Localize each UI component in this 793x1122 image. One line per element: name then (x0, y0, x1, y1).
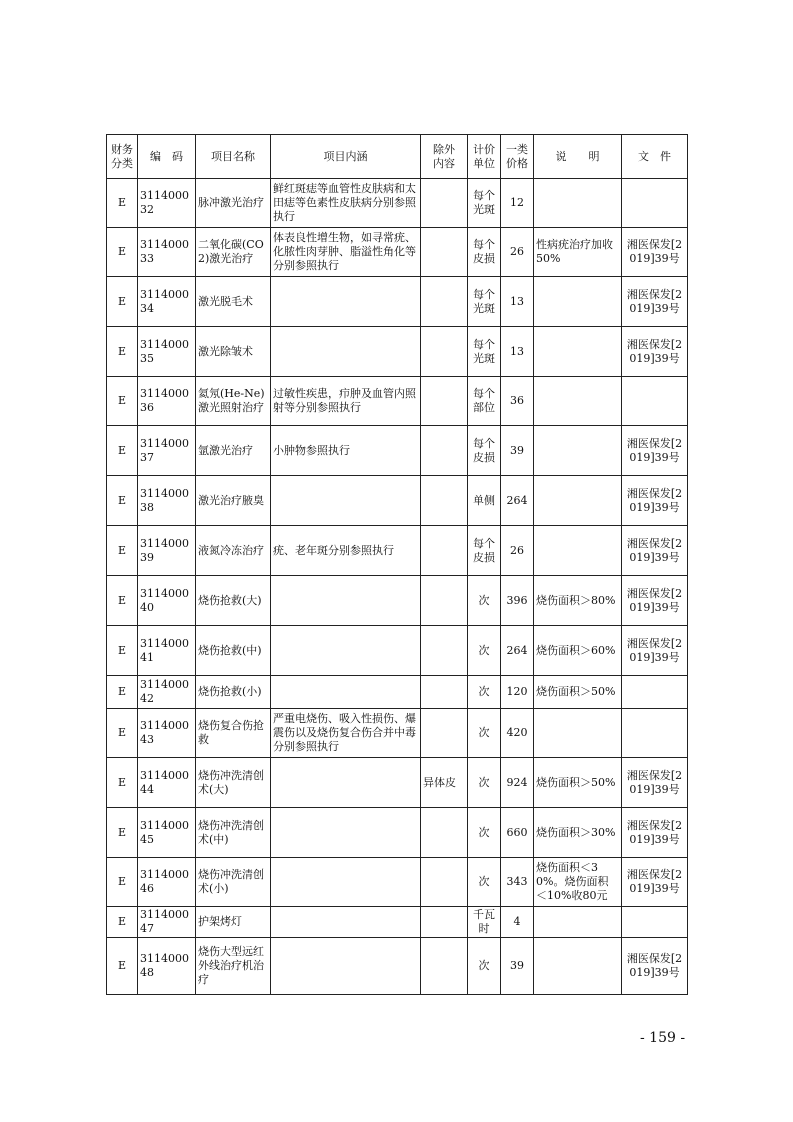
item-name-cell: 氩激光治疗 (196, 426, 271, 476)
excluded-content-cell (421, 858, 468, 907)
document-cell (622, 676, 688, 709)
table-row (107, 676, 688, 709)
financial-category-cell: E (107, 938, 138, 995)
document-cell (622, 179, 688, 228)
pricing-unit-cell: 每个光斑 (468, 277, 501, 327)
item-name-cell: 氦氖(He-Ne)激光照射治疗 (196, 377, 271, 426)
item-content-cell (271, 907, 421, 938)
code-cell: 311400037 (138, 426, 196, 476)
document-cell: 湘医保发[2019]39号 (622, 858, 688, 907)
price-cell: 13 (501, 277, 534, 327)
document-cell: 湘医保发[2019]39号 (622, 576, 688, 626)
notes-cell: 烧伤面积＞50% (534, 676, 622, 709)
excluded-content-cell (421, 327, 468, 377)
table-row (107, 808, 688, 858)
table-row (107, 476, 688, 526)
item-content-cell: 体表良性增生物，如寻常疣、化脓性肉芽肿、脂溢性角化等分别参照执行 (271, 228, 421, 277)
financial-category-cell: E (107, 907, 138, 938)
item-name-cell: 烧伤复合伤抢救 (196, 709, 271, 758)
item-content-cell: 过敏性疾患，疖肿及血管内照射等分别参照执行 (271, 377, 421, 426)
table-row (107, 758, 688, 808)
code-cell: 311400035 (138, 327, 196, 377)
document-cell: 湘医保发[2019]39号 (622, 808, 688, 858)
pricing-unit-cell: 每个皮损 (468, 426, 501, 476)
financial-category-cell: E (107, 426, 138, 476)
document-cell: 湘医保发[2019]39号 (622, 327, 688, 377)
notes-cell (534, 526, 622, 576)
item-name-cell: 烧伤大型远红外线治疗机治疗 (196, 938, 271, 995)
code-cell: 311400048 (138, 938, 196, 995)
code-cell: 311400039 (138, 526, 196, 576)
table-header-row (107, 135, 688, 179)
notes-cell: 烧伤面积＜30%。烧伤面积＜10%收80元 (534, 858, 622, 907)
notes-cell (534, 179, 622, 228)
item-content-cell: 鲜红斑痣等血管性皮肤病和太田痣等色素性皮肤病分别参照执行 (271, 179, 421, 228)
table-row (107, 426, 688, 476)
item-name-cell: 烧伤冲洗清创术(小) (196, 858, 271, 907)
table-row (107, 179, 688, 228)
header-code: 编 码 (138, 135, 196, 179)
code-cell: 311400036 (138, 377, 196, 426)
table-row (107, 277, 688, 327)
page-number: - 159 - (640, 1030, 686, 1046)
item-content-cell (271, 277, 421, 327)
item-name-cell: 二氧化碳(CO2)激光治疗 (196, 228, 271, 277)
item-content-cell (271, 626, 421, 676)
item-name-cell: 烧伤抢救(中) (196, 626, 271, 676)
price-cell: 420 (501, 709, 534, 758)
document-cell: 湘医保发[2019]39号 (622, 426, 688, 476)
item-name-cell: 护架烤灯 (196, 907, 271, 938)
price-cell: 396 (501, 576, 534, 626)
price-cell: 120 (501, 676, 534, 709)
code-cell: 311400041 (138, 626, 196, 676)
header-document: 文 件 (622, 135, 688, 179)
financial-category-cell: E (107, 327, 138, 377)
excluded-content-cell (421, 377, 468, 426)
item-content-cell (271, 758, 421, 808)
financial-category-cell: E (107, 758, 138, 808)
financial-category-cell: E (107, 709, 138, 758)
document-cell: 湘医保发[2019]39号 (622, 228, 688, 277)
item-name-cell: 激光除皱术 (196, 327, 271, 377)
notes-cell: 烧伤面积＞80% (534, 576, 622, 626)
excluded-content-cell (421, 277, 468, 327)
document-cell: 湘医保发[2019]39号 (622, 277, 688, 327)
financial-category-cell: E (107, 277, 138, 327)
item-content-cell (271, 676, 421, 709)
table-row (107, 709, 688, 758)
table-row (107, 858, 688, 907)
notes-cell: 性病疣治疗加收50% (534, 228, 622, 277)
price-cell: 39 (501, 938, 534, 995)
price-cell: 4 (501, 907, 534, 938)
table-row (107, 526, 688, 576)
pricing-unit-cell: 每个光斑 (468, 179, 501, 228)
header-item-name: 项目名称 (196, 135, 271, 179)
item-content-cell (271, 938, 421, 995)
table-row (107, 907, 688, 938)
pricing-unit-cell: 次 (468, 808, 501, 858)
header-excluded-content: 除外 内容 (421, 135, 468, 179)
code-cell: 311400047 (138, 907, 196, 938)
document-cell (622, 377, 688, 426)
item-content-cell: 严重电烧伤、吸入性损伤、爆震伤以及烧伤复合伤合并中毒分别参照执行 (271, 709, 421, 758)
pricing-unit-cell: 次 (468, 626, 501, 676)
pricing-unit-cell: 每个皮损 (468, 526, 501, 576)
pricing-unit-cell: 次 (468, 758, 501, 808)
table-row (107, 228, 688, 277)
header-item-content: 项目内涵 (271, 135, 421, 179)
code-cell: 311400046 (138, 858, 196, 907)
price-cell: 13 (501, 327, 534, 377)
excluded-content-cell: 异体皮 (421, 758, 468, 808)
excluded-content-cell (421, 676, 468, 709)
pricing-unit-cell: 次 (468, 676, 501, 709)
code-cell: 311400038 (138, 476, 196, 526)
price-cell: 39 (501, 426, 534, 476)
financial-category-cell: E (107, 676, 138, 709)
item-content-cell: 小肿物参照执行 (271, 426, 421, 476)
pricing-unit-cell: 次 (468, 938, 501, 995)
code-cell: 311400045 (138, 808, 196, 858)
table-row (107, 327, 688, 377)
financial-category-cell: E (107, 377, 138, 426)
price-cell: 12 (501, 179, 534, 228)
item-name-cell: 烧伤冲洗清创术(中) (196, 808, 271, 858)
pricing-unit-cell: 次 (468, 709, 501, 758)
excluded-content-cell (421, 907, 468, 938)
notes-cell (534, 327, 622, 377)
pricing-unit-cell: 每个光斑 (468, 327, 501, 377)
financial-category-cell: E (107, 476, 138, 526)
pricing-unit-cell: 次 (468, 576, 501, 626)
financial-category-cell: E (107, 228, 138, 277)
notes-cell (534, 426, 622, 476)
pricing-unit-cell: 单侧 (468, 476, 501, 526)
table-row (107, 626, 688, 676)
excluded-content-cell (421, 476, 468, 526)
document-cell: 湘医保发[2019]39号 (622, 476, 688, 526)
document-cell: 湘医保发[2019]39号 (622, 758, 688, 808)
pricing-unit-cell: 千瓦时 (468, 907, 501, 938)
code-cell: 311400032 (138, 179, 196, 228)
header-pricing-unit: 计价 单位 (468, 135, 501, 179)
price-cell: 26 (501, 526, 534, 576)
notes-cell (534, 709, 622, 758)
price-cell: 660 (501, 808, 534, 858)
notes-cell (534, 476, 622, 526)
excluded-content-cell (421, 179, 468, 228)
header-class-one-price: 一类 价格 (501, 135, 534, 179)
code-cell: 311400033 (138, 228, 196, 277)
code-cell: 311400042 (138, 676, 196, 709)
item-content-cell (271, 476, 421, 526)
document-cell (622, 907, 688, 938)
financial-category-cell: E (107, 576, 138, 626)
price-cell: 264 (501, 626, 534, 676)
notes-cell: 烧伤面积＞30% (534, 808, 622, 858)
fee-schedule-table (106, 134, 688, 995)
item-name-cell: 液氮冷冻治疗 (196, 526, 271, 576)
financial-category-cell: E (107, 179, 138, 228)
notes-cell (534, 907, 622, 938)
price-cell: 343 (501, 858, 534, 907)
pricing-unit-cell: 次 (468, 858, 501, 907)
document-cell: 湘医保发[2019]39号 (622, 526, 688, 576)
excluded-content-cell (421, 228, 468, 277)
item-name-cell: 烧伤抢救(大) (196, 576, 271, 626)
header-notes: 说 明 (534, 135, 622, 179)
pricing-unit-cell: 每个部位 (468, 377, 501, 426)
excluded-content-cell (421, 426, 468, 476)
document-cell: 湘医保发[2019]39号 (622, 938, 688, 995)
table-row (107, 938, 688, 995)
item-name-cell: 脉冲激光治疗 (196, 179, 271, 228)
excluded-content-cell (421, 709, 468, 758)
header-financial-category: 财务 分类 (107, 135, 138, 179)
notes-cell (534, 277, 622, 327)
excluded-content-cell (421, 808, 468, 858)
price-cell: 264 (501, 476, 534, 526)
excluded-content-cell (421, 526, 468, 576)
code-cell: 311400034 (138, 277, 196, 327)
table-row (107, 377, 688, 426)
item-name-cell: 烧伤冲洗清创术(大) (196, 758, 271, 808)
excluded-content-cell (421, 626, 468, 676)
notes-cell (534, 377, 622, 426)
financial-category-cell: E (107, 858, 138, 907)
code-cell: 311400044 (138, 758, 196, 808)
table-row (107, 576, 688, 626)
item-content-cell (271, 327, 421, 377)
item-name-cell: 烧伤抢救(小) (196, 676, 271, 709)
code-cell: 311400040 (138, 576, 196, 626)
notes-cell: 烧伤面积＞50% (534, 758, 622, 808)
code-cell: 311400043 (138, 709, 196, 758)
item-content-cell (271, 808, 421, 858)
price-cell: 26 (501, 228, 534, 277)
item-name-cell: 激光脱毛术 (196, 277, 271, 327)
item-name-cell: 激光治疗腋臭 (196, 476, 271, 526)
document-cell: 湘医保发[2019]39号 (622, 626, 688, 676)
financial-category-cell: E (107, 526, 138, 576)
notes-cell (534, 938, 622, 995)
excluded-content-cell (421, 576, 468, 626)
price-cell: 36 (501, 377, 534, 426)
price-cell: 924 (501, 758, 534, 808)
table-body (107, 179, 688, 995)
pricing-unit-cell: 每个皮损 (468, 228, 501, 277)
financial-category-cell: E (107, 808, 138, 858)
excluded-content-cell (421, 938, 468, 995)
notes-cell: 烧伤面积＞60% (534, 626, 622, 676)
item-content-cell (271, 576, 421, 626)
document-cell (622, 709, 688, 758)
item-content-cell (271, 858, 421, 907)
item-content-cell: 疣、老年斑分别参照执行 (271, 526, 421, 576)
financial-category-cell: E (107, 626, 138, 676)
